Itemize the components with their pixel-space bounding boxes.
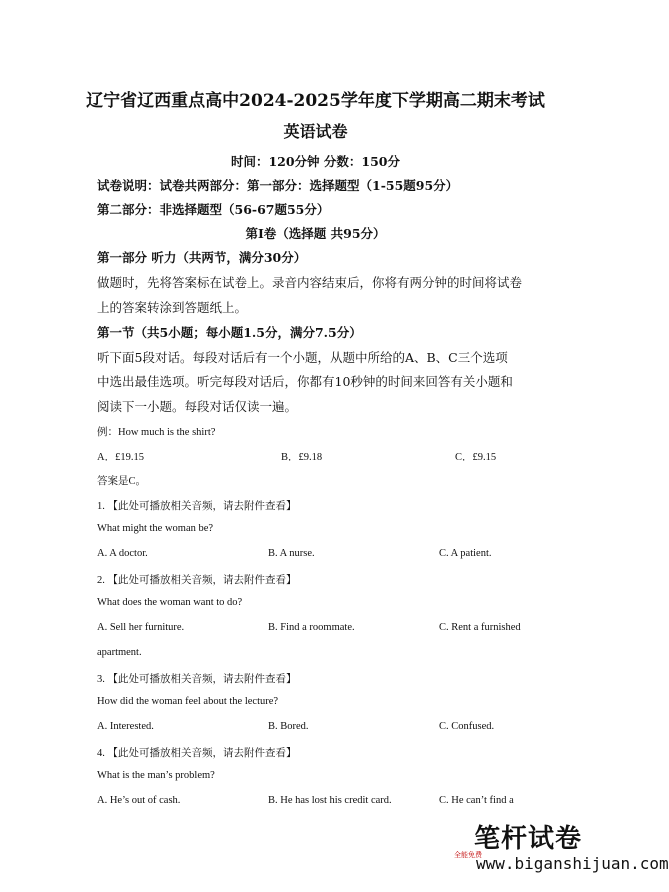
exam-subject: 英语试卷 — [283, 122, 348, 141]
directions-line-1: 听下面5段对话。每段对话后有一个小题，从题中所给的A、B、C三个选项 — [97, 350, 508, 365]
question-2-audio: 2. 【此处可播放相关音频，请去附件查看】 — [97, 575, 297, 586]
question-1-option-b: B. A nurse. — [268, 548, 315, 559]
exam-description-1: 试卷说明：试卷共两部分：第一部分：选择题型（1-55题95分） — [97, 178, 459, 193]
volume-heading: 第Ⅰ卷（选择题 共95分） — [245, 226, 386, 241]
question-3-option-a: A. Interested. — [97, 721, 154, 732]
question-4-option-a: A. He’s out of cash. — [97, 795, 181, 806]
question-4-option-c: C. He can’t find a — [439, 795, 514, 806]
question-3-option-b: B. Bored. — [268, 721, 309, 732]
part1-heading: 第一部分 听力（共两节，满分30分） — [97, 250, 307, 265]
example-question: 例：How much is the shirt? — [97, 427, 216, 438]
question-4-option-b: B. He has lost his credit card. — [268, 795, 392, 806]
directions-line-3: 阅读下一小题。每段对话仅读一遍。 — [97, 399, 298, 414]
question-1-option-c: C. A patient. — [439, 548, 492, 559]
example-option-a: A．£19.15 — [97, 452, 144, 463]
section1-heading: 第一节（共5小题；每小题1.5分，满分7.5分） — [97, 325, 362, 340]
watermark-url: www.biganshijuan.com — [476, 854, 669, 873]
question-4-audio: 4. 【此处可播放相关音频，请去附件查看】 — [97, 748, 297, 759]
watermark-brand: 笔杆试卷 — [474, 824, 583, 854]
question-2-option-c-continued: apartment. — [97, 647, 142, 658]
example-answer: 答案是C。 — [97, 476, 147, 487]
question-2-option-a: A. Sell her furniture. — [97, 622, 185, 633]
question-1-text: What might the woman be? — [97, 523, 214, 534]
time-score: 时间：120分钟 分数：150分 — [230, 154, 401, 169]
exam-title: 辽宁省辽西重点高中2024-2025学年度下学期高二期末考试 — [86, 91, 545, 111]
question-2-text: What does the woman want to do? — [97, 597, 243, 608]
question-3-option-c: C. Confused. — [439, 721, 495, 732]
question-1-audio: 1. 【此处可播放相关音频，请去附件查看】 — [97, 501, 297, 512]
watermark-tag: 全能免费 — [454, 851, 482, 859]
directions-line-2: 中选出最佳选项。听完每段对话后，你都有10秒钟的时间来回答有关小题和 — [97, 374, 513, 389]
question-3-text: How did the woman feel about the lecture? — [97, 696, 279, 707]
example-option-b: B．£9.18 — [281, 452, 323, 463]
exam-description-2: 第二部分：非选择题型（56-67题55分） — [97, 202, 330, 217]
question-2-option-c: C. Rent a furnished — [439, 622, 521, 633]
question-2-option-b: B. Find a roommate. — [268, 622, 355, 633]
instruction-line-1: 做题时，先将答案标在试卷上。录音内容结束后，你将有两分钟的时间将试卷 — [97, 275, 523, 290]
question-1-option-a: A. A doctor. — [97, 548, 148, 559]
question-4-text: What is the man’s problem? — [97, 770, 215, 781]
question-3-audio: 3. 【此处可播放相关音频，请去附件查看】 — [97, 674, 297, 685]
example-option-c: C．£9.15 — [455, 452, 497, 463]
instruction-line-2: 上的答案转涂到答题纸上。 — [97, 300, 248, 315]
